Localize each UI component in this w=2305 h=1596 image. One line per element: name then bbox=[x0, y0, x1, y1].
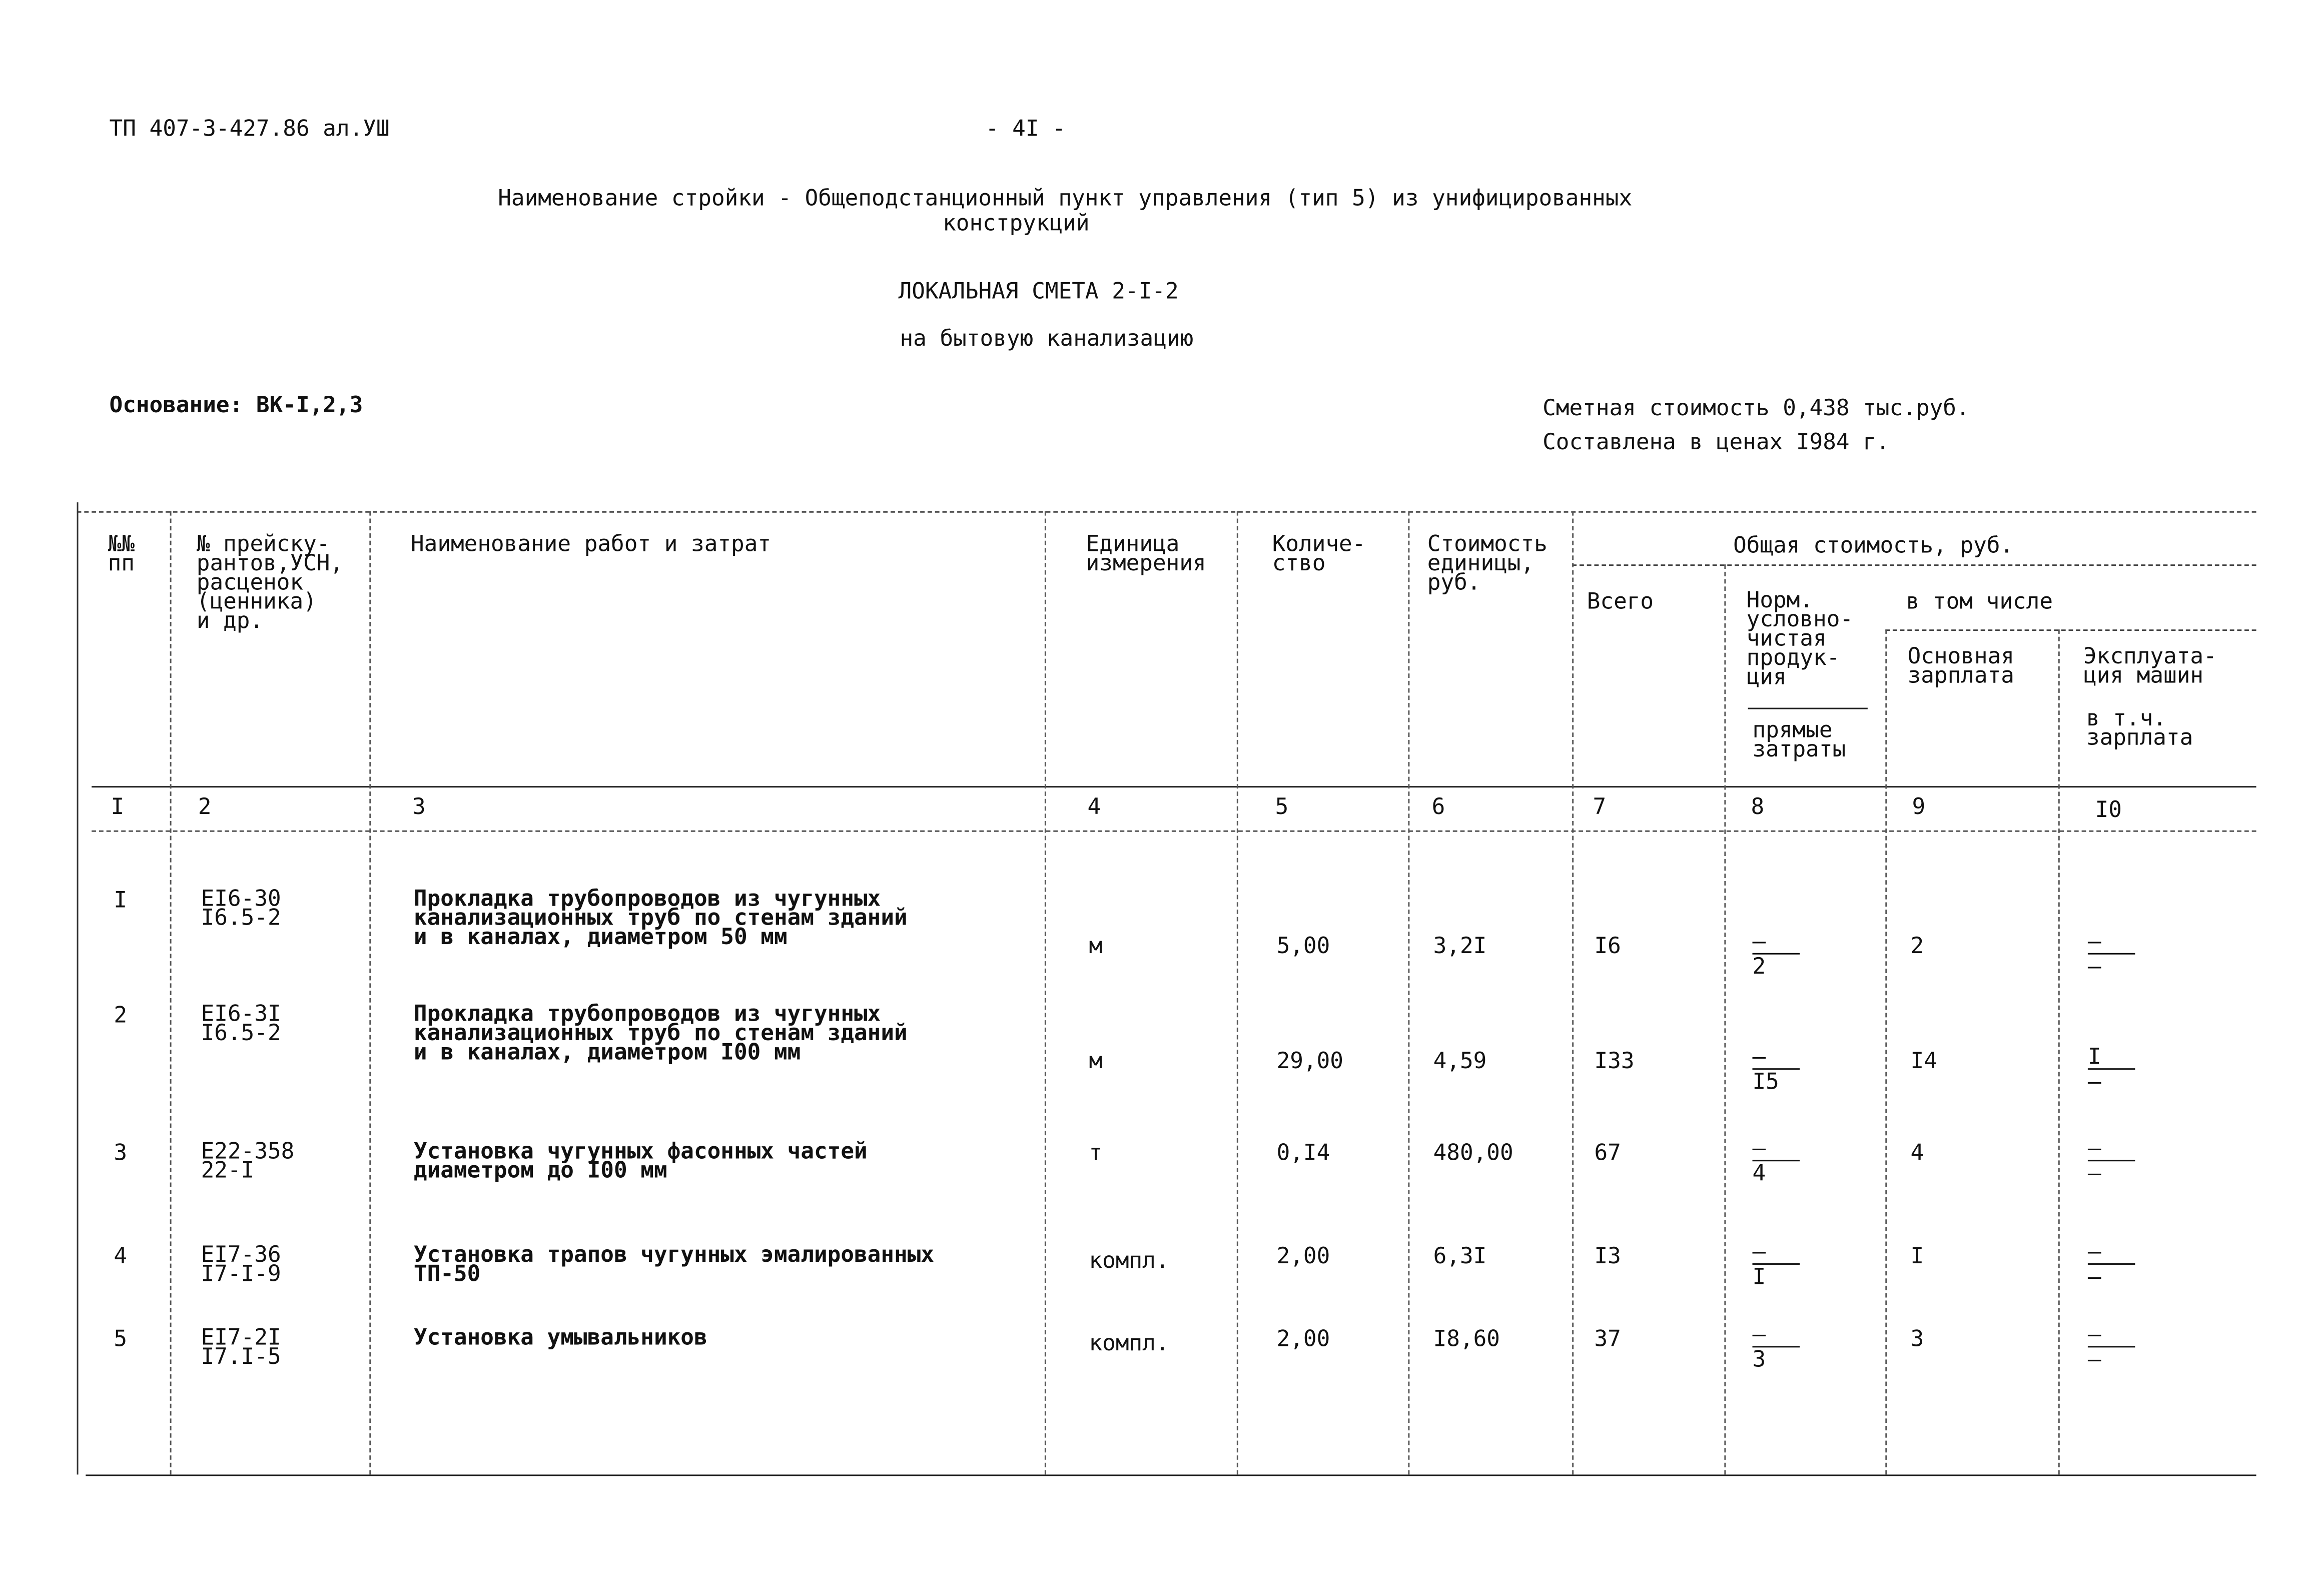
work-name: Прокладка трубопроводов из чугунных канализационных труб по стенам зданий и в каналах, диаметром I00 мм bbox=[413, 1000, 908, 1066]
fraction-numerator: – bbox=[2087, 1321, 2101, 1348]
unit: т bbox=[1089, 1139, 1103, 1166]
quantity: 29,00 bbox=[1276, 1047, 1343, 1074]
total-cost: I6 bbox=[1594, 932, 1621, 959]
page-number: - 4I - bbox=[985, 115, 1066, 142]
work-name: Установка чугунных фасонных частей диаметром до I00 мм bbox=[413, 1137, 868, 1184]
estimated-cost: Сметная стоимость 0,438 тыс.руб. bbox=[1543, 394, 1970, 421]
total-cost: I3 bbox=[1594, 1242, 1621, 1269]
machine-operation-fraction bbox=[2087, 928, 2138, 980]
base-salary: I4 bbox=[1910, 1047, 1937, 1074]
fraction-numerator: – bbox=[1752, 928, 1766, 955]
unit-cost: 4,59 bbox=[1433, 1047, 1487, 1074]
fraction-numerator: – bbox=[1752, 1135, 1766, 1162]
fraction-numerator: I bbox=[2087, 1043, 2101, 1070]
fraction-numerator: – bbox=[1752, 1043, 1766, 1070]
work-name: Установка умывальников bbox=[413, 1324, 707, 1351]
unit-cost: I8,60 bbox=[1433, 1325, 1500, 1352]
fraction-denominator: – bbox=[2087, 1263, 2101, 1290]
fraction-numerator: – bbox=[2087, 928, 2101, 955]
price-code: EI6-3I I6.5-2 bbox=[201, 1000, 281, 1046]
work-name: Прокладка трубопроводов из чугунных канализационных труб по стенам зданий и в каналах, диаметром 50 мм bbox=[413, 885, 908, 950]
price-code: EI7-2I I7.I-5 bbox=[201, 1324, 281, 1370]
fraction-numerator: – bbox=[2087, 1238, 2101, 1265]
row-number: 4 bbox=[114, 1242, 128, 1269]
column-number: 5 bbox=[1275, 793, 1289, 821]
quantity: 2,00 bbox=[1276, 1242, 1330, 1269]
fraction-denominator: – bbox=[2087, 1160, 2101, 1187]
row-number: 5 bbox=[114, 1325, 128, 1352]
total-cost: 67 bbox=[1594, 1139, 1621, 1166]
header-quantity: Количе- ство bbox=[1272, 530, 1366, 576]
price-code: E22-358 22-I bbox=[201, 1137, 295, 1184]
fraction-denominator: 3 bbox=[1752, 1346, 1766, 1373]
column-number: 8 bbox=[1751, 793, 1765, 821]
unit-cost: 480,00 bbox=[1433, 1139, 1513, 1166]
column-number: 3 bbox=[412, 793, 426, 821]
work-name: Установка трапов чугунных эмалированных ТП-50 bbox=[413, 1241, 935, 1287]
document-code: ТП 407-3-427.86 ал.УШ bbox=[109, 115, 390, 142]
header-unit: Единица измерения bbox=[1086, 530, 1206, 576]
unit: м bbox=[1089, 1047, 1103, 1074]
fraction-denominator: I5 bbox=[1752, 1068, 1779, 1095]
construction-name: Наименование стройки - Общеподстанционный пункт управления (тип 5) из унифицированных bbox=[498, 185, 1633, 212]
machine-operation-fraction bbox=[2087, 1043, 2138, 1095]
header-total: Всего bbox=[1587, 588, 1654, 615]
row-number: 2 bbox=[114, 1002, 128, 1029]
basis: Основание: ВК-I,2,3 bbox=[109, 391, 363, 418]
header-machine-salary: в т.ч. зарплата bbox=[2086, 704, 2193, 751]
base-salary: 2 bbox=[1910, 932, 1924, 959]
quantity: 0,I4 bbox=[1276, 1139, 1330, 1166]
machine-operation-fraction bbox=[2087, 1135, 2138, 1187]
machine-operation-fraction bbox=[2087, 1238, 2138, 1290]
fraction-denominator: – bbox=[2087, 1346, 2101, 1373]
net-product-fraction bbox=[1752, 928, 1802, 980]
header-direct-costs: прямые затраты bbox=[1752, 716, 1846, 762]
fraction-numerator: – bbox=[1752, 1238, 1766, 1265]
fraction-numerator: – bbox=[1752, 1321, 1766, 1348]
net-product-fraction bbox=[1752, 1238, 1802, 1290]
fraction-denominator: – bbox=[2087, 953, 2101, 980]
quantity: 2,00 bbox=[1276, 1325, 1330, 1352]
base-salary: 3 bbox=[1910, 1325, 1924, 1352]
column-number: I0 bbox=[2095, 796, 2122, 823]
price-code: EI6-30 I6.5-2 bbox=[201, 885, 281, 931]
column-number: 2 bbox=[198, 793, 212, 821]
row-number: 3 bbox=[114, 1139, 128, 1166]
net-product-fraction bbox=[1752, 1135, 1802, 1187]
header-work-name: Наименование работ и затрат bbox=[410, 530, 772, 557]
column-number: 6 bbox=[1431, 793, 1445, 821]
machine-operation-fraction bbox=[2087, 1321, 2138, 1373]
total-cost: I33 bbox=[1594, 1047, 1635, 1074]
net-product-fraction bbox=[1752, 1043, 1802, 1095]
unit-cost: 6,3I bbox=[1433, 1242, 1487, 1269]
column-number: 7 bbox=[1593, 793, 1607, 821]
prices-year: Составлена в ценах I984 г. bbox=[1543, 428, 1890, 455]
header-price-code: № прейску- рантов,УСН, расценок (ценника) и др. bbox=[196, 530, 344, 634]
header-including: в том числе bbox=[1906, 588, 2053, 615]
header-unit-cost: Стоимость единицы, руб. bbox=[1427, 530, 1548, 596]
unit: м bbox=[1089, 932, 1103, 959]
fraction-denominator: – bbox=[2087, 1068, 2101, 1095]
column-number: 4 bbox=[1087, 793, 1101, 821]
header-row-number: №№ пп bbox=[108, 530, 135, 576]
price-code: EI7-36 I7-I-9 bbox=[201, 1241, 281, 1287]
estimate-subtitle: на бытовую канализацию bbox=[900, 325, 1194, 352]
unit-cost: 3,2I bbox=[1433, 932, 1487, 959]
row-number: I bbox=[114, 886, 128, 914]
net-product-fraction bbox=[1752, 1321, 1802, 1373]
unit: компл. bbox=[1089, 1329, 1169, 1357]
header-net-product: Норм. условно- чистая продук- ция bbox=[1746, 586, 1854, 690]
header-machine-operation: Эксплуата- ция машин bbox=[2083, 642, 2217, 689]
column-number: 9 bbox=[1912, 793, 1926, 821]
header-total-cost-group: Общая стоимость, руб. bbox=[1733, 532, 2014, 559]
total-cost: 37 bbox=[1594, 1325, 1621, 1352]
estimate-title: ЛОКАЛЬНАЯ СМЕТА 2-I-2 bbox=[898, 278, 1179, 305]
construction-name-cont: конструкций bbox=[943, 210, 1090, 237]
quantity: 5,00 bbox=[1276, 932, 1330, 959]
fraction-denominator: 4 bbox=[1752, 1160, 1766, 1187]
header-base-salary: Основная зарплата bbox=[1907, 642, 2014, 689]
base-salary: 4 bbox=[1910, 1139, 1924, 1166]
unit: компл. bbox=[1089, 1247, 1169, 1274]
base-salary: I bbox=[1910, 1242, 1924, 1269]
fraction-denominator: 2 bbox=[1752, 953, 1766, 980]
fraction-numerator: – bbox=[2087, 1135, 2101, 1162]
column-number: I bbox=[111, 793, 125, 821]
fraction-denominator: I bbox=[1752, 1263, 1766, 1290]
